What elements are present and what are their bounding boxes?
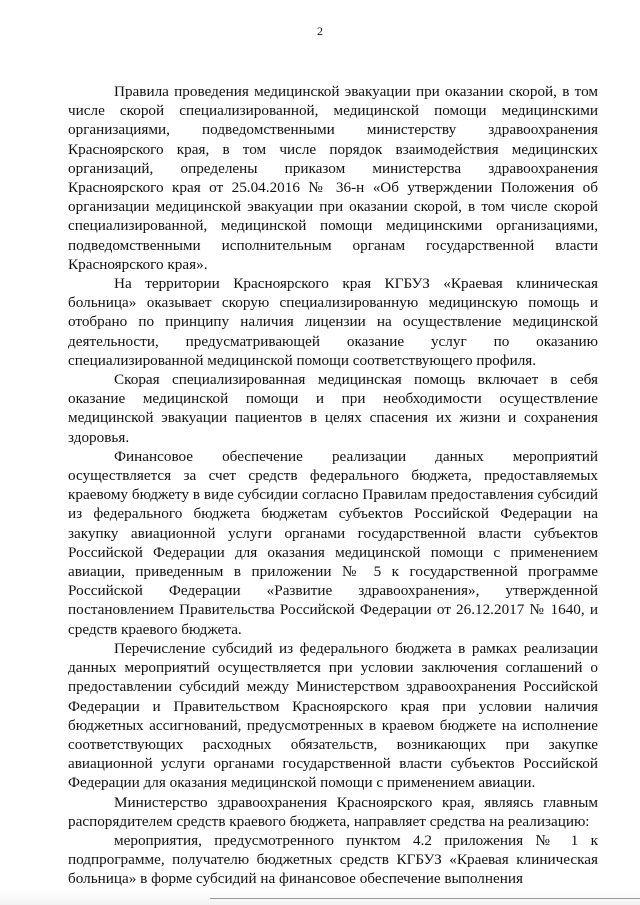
page-number: 2 bbox=[317, 24, 323, 38]
paragraph-financing: Финансовое обеспечение реализации данных мероприятий осуществляется за счет средств федерального бюджета, предоставляемых краевому бюджету в виде субсидии согласно Правилам предоставления субсидий из федерального бюджета бюджетам субъектов Российской Федерации на закупку авиационной услуги органами государственной власти субъектов Российской Федерации для оказания медицинской помощи с применением авиации, приведенным в приложении № 5 к государственной программе Российской Федерации «Развитие здравоохранения», утвержденной постановлением Правительства Российской Федерации от 26.12.2017 № 1640, и средств краевого бюджета. bbox=[68, 447, 598, 638]
paragraph-regional-hospital: На территории Красноярского края КГБУЗ «Краевая клиническая больница» оказывает скорую специализированную медицинскую помощь и отобрано по принципу наличия лицензии на осуществление медицинской деятельности, предусматривающей оказание услуг по оказанию специализированной медицинской помощи соответствующего профиля. bbox=[68, 275, 598, 369]
document-body bbox=[68, 82, 598, 889]
scan-artifact-line bbox=[210, 898, 640, 899]
paragraph-specialized-care: Скорая специализированная медицинская помощь включает в себя оказание медицинской помощи и при необходимости осуществление медицинской эвакуации пациентов в целях спасения их жизни и сохранения здоровья. bbox=[68, 371, 598, 446]
paragraph-subsidy-transfer: Перечисление субсидий из федерального бюджета в рамках реализации данных мероприятий осуществляется при условии заключения соглашений о предоставлении субсидий между Министерством здравоохранения Российской Федерации и Правительством Красноярского края при условии наличия бюджетных ассигнований, предусмотренных в краевом бюджете на исполнение соответствующих расходных обязательств, возникающих при закупке авиационной услуги органами государственной власти субъектов Российской Федерации для оказания медицинской помощи с применением авиации. bbox=[68, 639, 598, 792]
paragraph-ministry-funds: Министерство здравоохранения Красноярского края, являясь главным распорядителем средств краевого бюджета, направляет средства на реализацию: bbox=[68, 793, 598, 830]
paragraph-measure-funding: мероприятия, предусмотренного пунктом 4.2 приложения № 1 к подпрограмме, получателю бюджетных средств КГБУЗ «Краевая клиническая больница» в форме субсидий на финансовое обеспечение выполнения bbox=[68, 831, 598, 888]
paragraph-evacuation-rules: Правила проведения медицинской эвакуации при оказании скорой, в том числе скорой специализированной, медицинской помощи медицинскими организациями, подведомственными министерству здравоохранения Красноярского края, в том числе порядок взаимодействия медицинских организаций, определены приказом министерства здравоохранения Красноярского края от 25.04.2016 № 36-н «Об утверждении Положения об организации медицинской эвакуации при оказании скорой, в том числе скорой специализированной, медицинской помощи медицинскими организациями, подведомственными исполнительным органам государственной власти Красноярского края». bbox=[68, 83, 598, 273]
